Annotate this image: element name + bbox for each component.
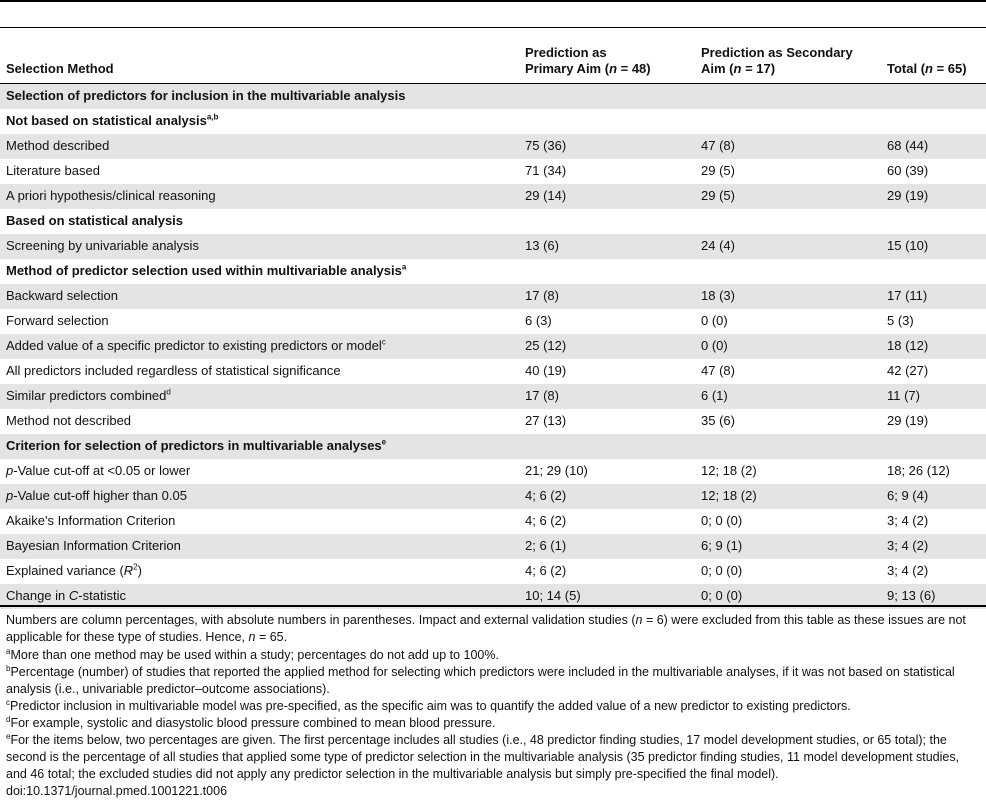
footnote-e: $^e$For the items below, two percentages are given. The first percentage includes all studies (i.e., 48 predictor finding studies, 17 model development studies, or 65 total); the second is the percentage of all studies that applied some type of predictor selection in the multivariable analysis (35 predictor finding studies, 11 model development studies, and 46 total; the excluded studies did not apply any predictor selection in the multivariable analysis but simply pre-specified the final model). [6,731,960,781]
cell-total: 5 (3) [887,313,914,328]
cell-primary: 4; 6 (2) [525,513,567,528]
group-heading: Criterion for selection of predictors in multivariable analyses$^e$ [6,437,387,453]
table-row [0,134,986,159]
cell-primary: 75 (36) [525,138,567,153]
cell-primary: 29 (14) [525,188,567,203]
cell-primary: 25 (12) [525,338,567,353]
cell-secondary: 6; 9 (1) [701,538,743,553]
cell-secondary: 24 (4) [701,238,735,253]
table-row [0,309,986,334]
table-row [0,184,986,209]
footnote-d: $^d$For example, systolic and diasystolic blood pressure combined to mean blood pressure. [6,714,496,730]
cell-secondary: 0; 0 (0) [701,563,743,578]
footnote-b: $^b$Percentage (number) of studies that reported the applied method for selecting which predictors were included in the multivariable analyses, if it was not based on statistical analysis (i.e., univariable predictor–outcome associations). [6,663,955,696]
cell-primary: 71 (34) [525,163,567,178]
cell-secondary: 29 (5) [701,188,735,203]
footnote-general: Numbers are column percentages, with absolute numbers in parentheses. Impact and external validation studies (n = 6) were excluded from this table as these issues are not applicable for these type of studies. Hence, n = 65. [6,613,966,644]
cell-secondary: 47 (8) [701,363,735,378]
header-total: Total (n = 65) [881,27,986,84]
cell-total: 18 (12) [887,338,929,353]
table-row [0,334,986,359]
cell-primary: 4; 6 (2) [525,563,567,578]
group-heading: Method of predictor selection used within multivariable analysis$^a$ [6,262,407,278]
row-label: All predictors included regardless of statistical significance [6,363,341,378]
group-heading: Based on statistical analysis [6,213,184,228]
cell-total: 42 (27) [887,363,929,378]
top-rule [0,0,986,2]
cell-primary: 6 (3) [525,313,552,328]
selection-methods-table [0,27,986,609]
footnote-a: $^a$More than one method may be used within a study; percentages do not add up to 100%. [6,646,499,662]
row-label: Akaike's Information Criterion [6,513,176,528]
table-row [0,109,986,134]
cell-primary: 10; 14 (5) [525,588,581,603]
cell-secondary: 0; 0 (0) [701,588,743,603]
table-bottom-rule [0,605,986,607]
cell-total: 9; 13 (6) [887,588,936,603]
cell-secondary: 0 (0) [701,313,728,328]
group-heading: Not based on statistical analysis$^{a,b}$ [6,112,219,128]
cell-primary: 2; 6 (1) [525,538,567,553]
cell-total: 3; 4 (2) [887,538,929,553]
row-label: A priori hypothesis/clinical reasoning [6,188,216,203]
cell-secondary: 18 (3) [701,288,735,303]
cell-primary: 17 (8) [525,288,559,303]
table-row [0,234,986,259]
table-row [0,484,986,509]
row-label: Method described [6,138,110,153]
row-label: Similar predictors combined$^d$ [6,387,171,403]
table-row [0,409,986,434]
row-label: Backward selection [6,288,118,303]
footnote-c: $^c$Predictor inclusion in multivariable model was pre-specified, as the specific aim was to quantify the added value of a new predictor to existing predictors. [6,697,851,713]
cell-total: 6; 9 (4) [887,488,929,503]
cell-primary: 17 (8) [525,388,559,403]
row-label: Bayesian Information Criterion [6,538,181,553]
row-label: Explained variance $(R^2)$ [6,562,142,578]
table-row [0,509,986,534]
table-row [0,434,986,459]
cell-total: 17 (11) [887,288,928,303]
row-label: p-Value cut-off at <0.05 or lower [6,463,191,478]
row-label: p-Value cut-off higher than 0.05 [6,488,187,503]
cell-primary: 21; 29 (10) [525,463,588,478]
table-row [0,84,986,109]
cell-secondary: 12; 18 (2) [701,463,757,478]
cell-secondary: 29 (5) [701,163,735,178]
table-row [0,159,986,184]
cell-secondary: 6 (1) [701,388,728,403]
row-label: Change in C-statistic [6,588,126,603]
table-row [0,459,986,484]
cell-total: 29 (19) [887,413,929,428]
row-label: Method not described [6,413,132,428]
cell-primary: 4; 6 (2) [525,488,567,503]
cell-total: 60 (39) [887,163,929,178]
cell-secondary: 47 (8) [701,138,735,153]
table-row [0,559,986,584]
cell-secondary: 35 (6) [701,413,735,428]
header-primary-aim: Prediction as Primary Aim (n = 48) [519,27,695,84]
cell-total: 29 (19) [887,188,929,203]
cell-secondary: 0; 0 (0) [701,513,743,528]
cell-secondary: 12; 18 (2) [701,488,757,503]
section-heading: Selection of predictors for inclusion in the multivariable analysis [6,88,406,104]
row-label: Screening by univariable analysis [6,238,199,253]
cell-total: 15 (10) [887,238,929,253]
cell-primary: 13 (6) [525,238,559,253]
table-row [0,284,986,309]
table-row [0,359,986,384]
table-row [0,209,986,234]
row-label: Forward selection [6,313,109,328]
table-row [0,534,986,559]
cell-total: 3; 4 (2) [887,513,929,528]
table-footnotes [6,612,982,800]
cell-primary: 40 (19) [525,363,567,378]
row-label: Added value of a specific predictor to existing predictors or model$^c$ [6,337,386,353]
cell-primary: 27 (13) [525,413,567,428]
cell-total: 3; 4 (2) [887,563,929,578]
row-label: Literature based [6,163,100,178]
doi: doi:10.1371/journal.pmed.1001221.t006 [6,784,228,798]
header-secondary-aim: Prediction as Secondary Aim (n = 17) [695,27,881,84]
table-row [0,259,986,284]
table-row [0,384,986,409]
cell-total: 68 (44) [887,138,929,153]
table-header-row [0,27,986,84]
cell-secondary: 0 (0) [701,338,728,353]
cell-total: 11 (7) [887,388,920,403]
header-selection-method: Selection Method [0,27,519,84]
cell-total: 18; 26 (12) [887,463,950,478]
